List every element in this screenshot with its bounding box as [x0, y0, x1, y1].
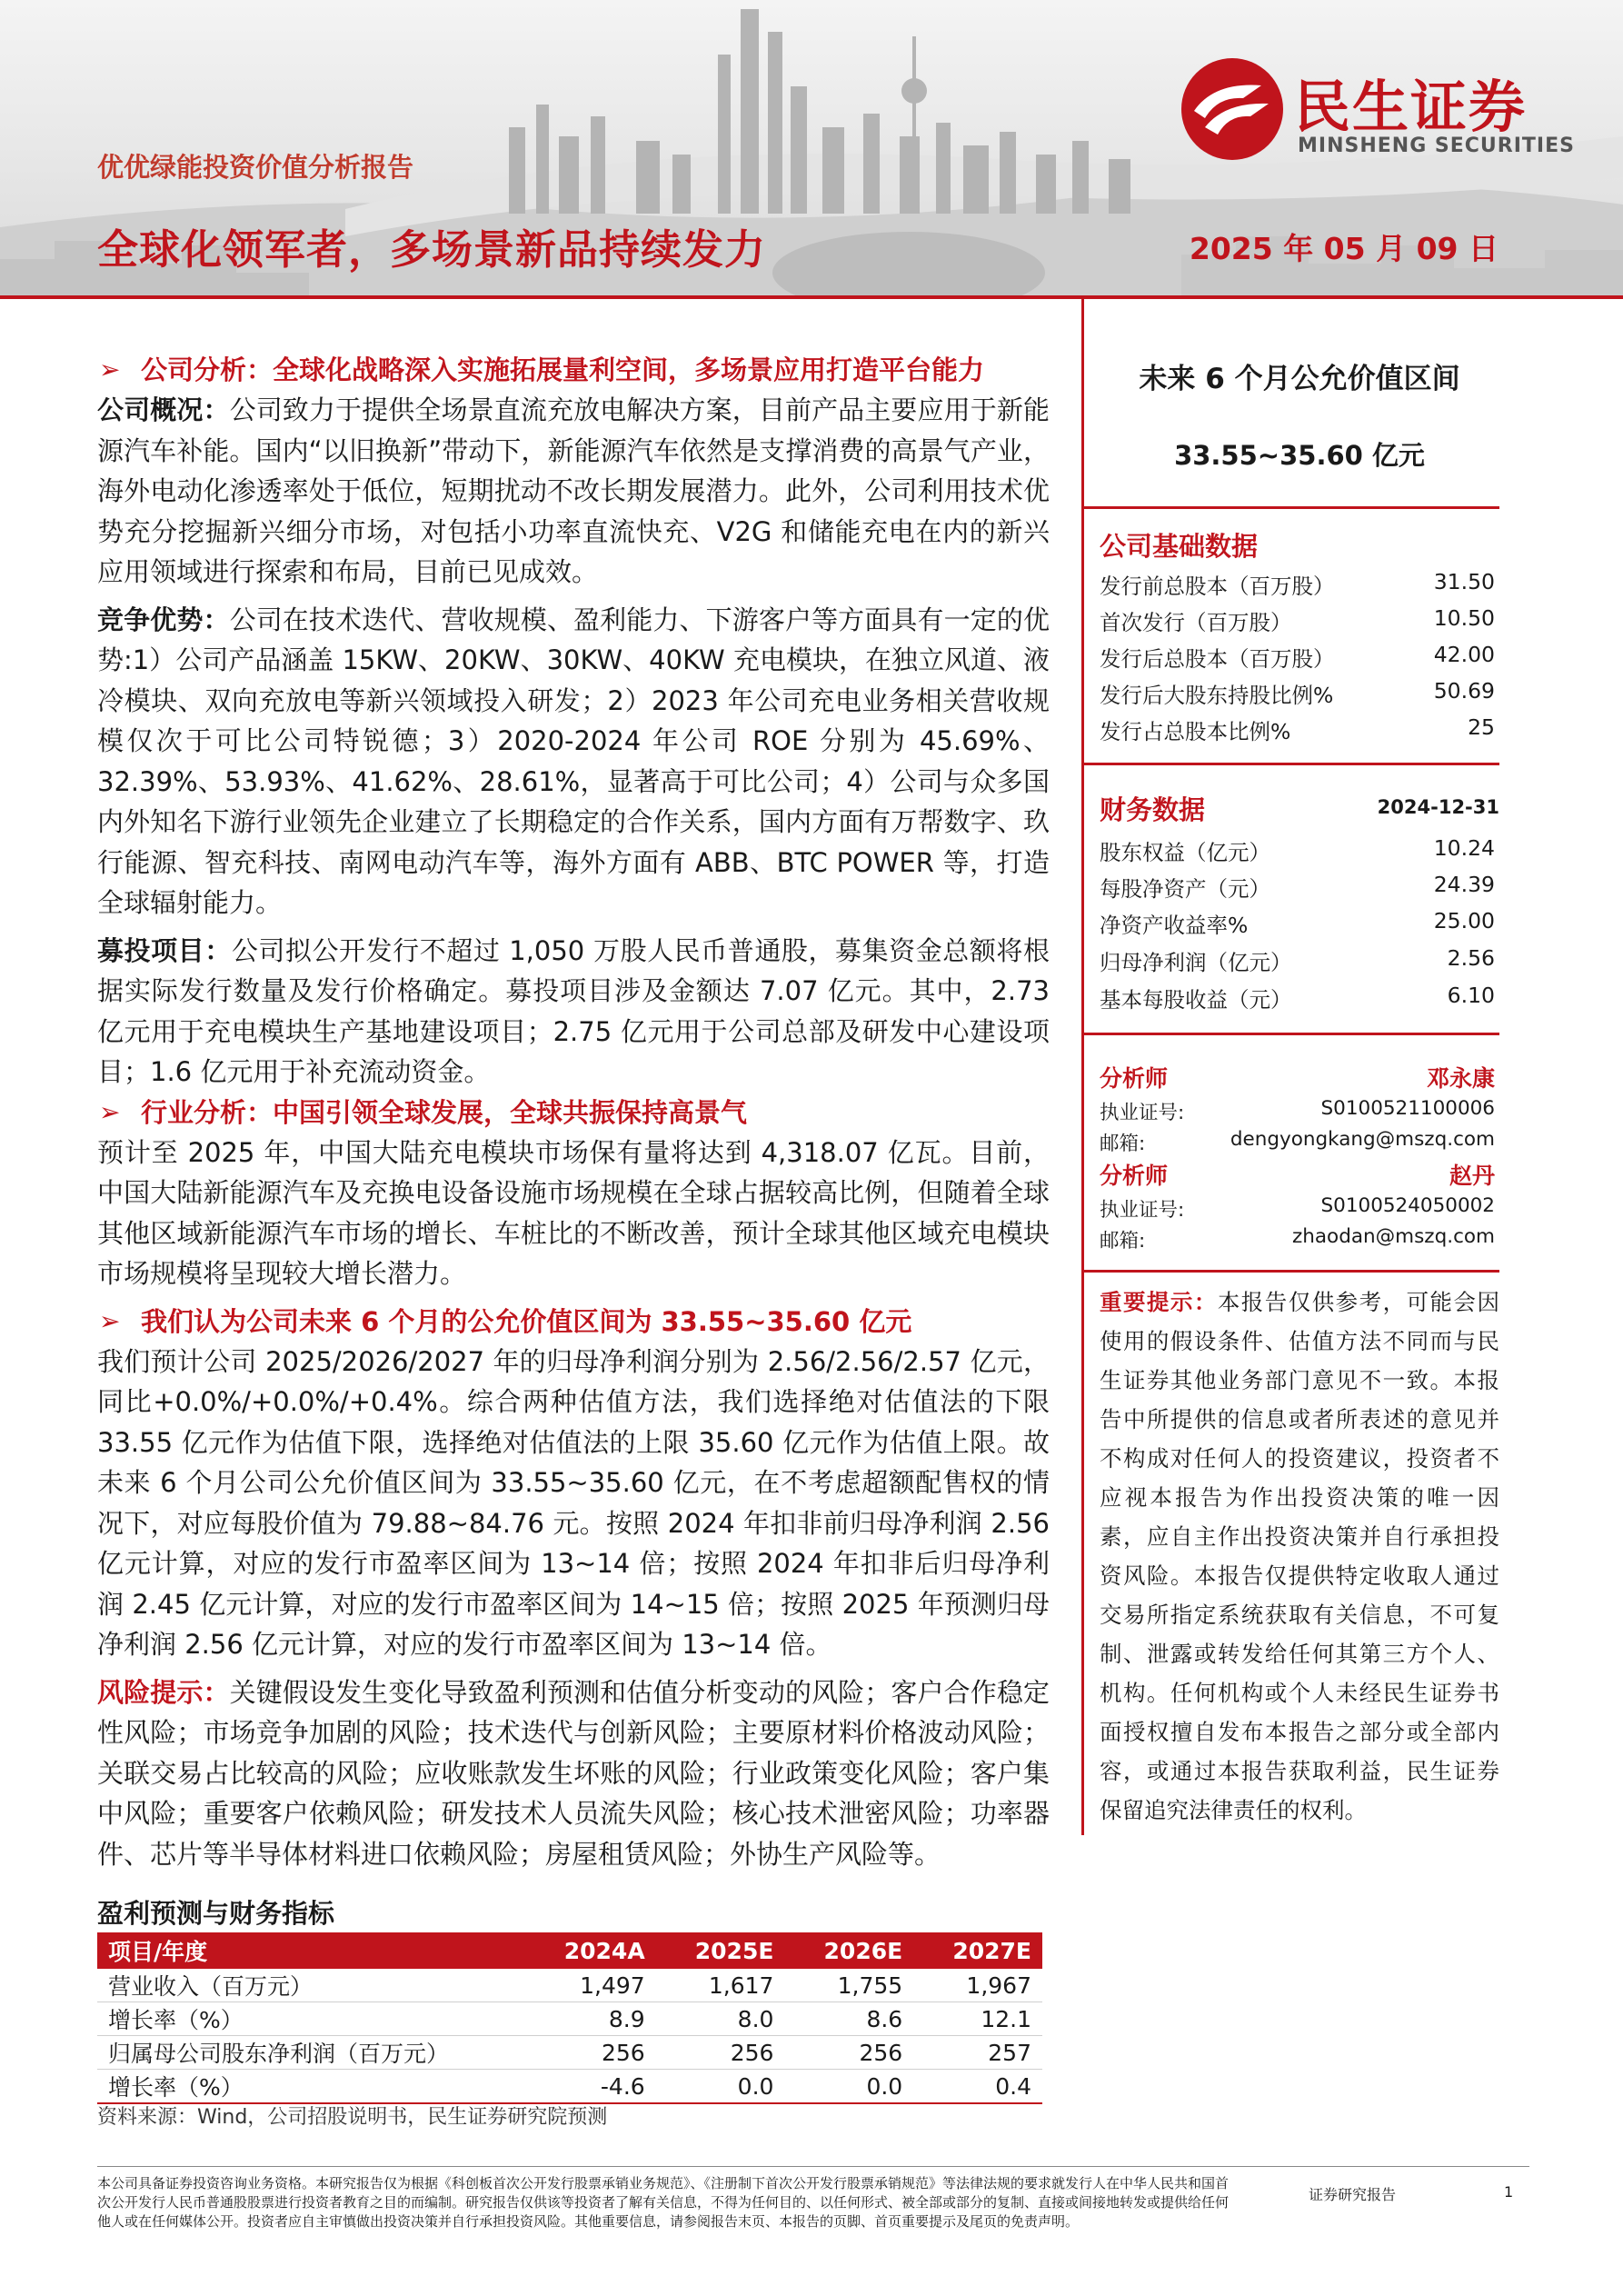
basic-data-heading: 公司基础数据: [1100, 531, 1259, 562]
financial-data-date: 2024-12-31: [1377, 796, 1499, 818]
financial-data-row: 净资产收益率% 25.00: [1100, 908, 1495, 938]
section-heading-industry: ➢ 行业分析：中国引领全球发展，全球共振保持高景气: [97, 1093, 1050, 1133]
basic-data-row: 发行前总股本（百万股） 31.50: [1100, 569, 1495, 599]
paragraph-risk: 风险提示：关键假设发生变化导致盈利预测和估值分析变动的风险；客户合作稳定性风险；市场竞争加剧的风险；技术迭代与创新风险；主要原材料价格波动风险；关联交易占比较高的风险；应收账款发生坏账的风险；行业政策变化风险；客户集中风险；重要客户依赖风险；研发技术人员流失风险；核心技术泄密风险；功率器件、芯片等半导体材料进口依赖风险；房屋租赁风险；外协生产风险等。: [97, 1676, 1050, 1870]
table-header-cell: 2025E: [656, 1932, 785, 1969]
table-cell: 1,617: [656, 1969, 785, 2002]
table-cell: 256: [784, 2036, 913, 2070]
financial-data-row: 每股净资产（元） 24.39: [1100, 872, 1495, 902]
section-heading-company: ➢ 公司分析：全球化战略深入实施拓展量利空间，多场景应用打造平台能力: [97, 350, 1050, 390]
table-header-cell: 项目/年度: [97, 1932, 524, 1969]
analyst-email-link[interactable]: dengyongkang@mszq.com: [1230, 1128, 1495, 1151]
basic-data-row: 发行占总股本比例% 25: [1100, 714, 1495, 744]
logo-english-text: MINSHENG SECURITIES: [1298, 135, 1575, 157]
page-number: 1: [1504, 2183, 1514, 2201]
paragraph-industry: 预计至 2025 年，中国大陆充电模块市场保有量将达到 4,318.07 亿瓦。目前，中国大陆新能源汽车及充换电设备设施市场规模在全球占据较高比例，但随着全球其他区域新能源汽车市场的增长、车桩比的不断改善，预计全球其他区域充电模块市场规模将呈现较大增长潜力。: [97, 1136, 1050, 1289]
paragraph-overview: 公司概况：公司致力于提供全场景直流充放电解决方案，目前产品主要应用于新能源汽车补能。国内“以旧换新”带动下，新能源汽车依然是支撑消费的高景气产业，海外电动化渗透率处于低位，短期扰动不改长期发展潜力。此外，公司利用技术优势充分挖掘新兴细分市场，对包括小功率直流快充、V2G 和储能充电在内的新兴应用领域进行探索和布局，目前已见成效。: [97, 394, 1050, 587]
table-cell: 12.1: [913, 2002, 1042, 2036]
basic-data-row: 发行后总股本（百万股） 42.00: [1100, 642, 1495, 672]
arrow-bullet-icon: ➢: [99, 354, 121, 384]
table-row: [97, 2070, 1042, 2104]
analyst-label: 分析师: [1100, 1163, 1169, 1189]
table-cell: 8.9: [524, 2002, 656, 2036]
arrow-bullet-icon: ➢: [99, 1096, 121, 1127]
table-cell: 营业收入（百万元）: [97, 1969, 524, 2002]
table-cell: 0.4: [913, 2070, 1042, 2104]
paragraph-ipo-projects: 募投项目：公司拟公开发行不超过 1,050 万股人民币普通股，募集资金总额将根据实际发行数量及发行价格确定。募投项目涉及金额达 7.07 亿元。其中，2.73 亿元用于充电模块生产基地建设项目；2.75 亿元用于公司总部及研发中心建设项目；1.6 亿元用于补充流动资金。: [97, 934, 1050, 1087]
table-header-cell: 2026E: [784, 1932, 913, 1969]
analyst-name: 邓永康: [1426, 1065, 1495, 1092]
analyst-email-link[interactable]: zhaodan@mszq.com: [1291, 1225, 1495, 1248]
paragraph-advantage: 竞争优势：公司在技术迭代、营收规模、盈利能力、下游客户等方面具有一定的优势:1）公司产品涵盖 15KW、20KW、30KW、40KW 充电模块，在独立风道、液冷模块、双向充放电等新兴领域投入研发；2）2023 年公司充电业务相关营收规模仅次于可比公司特锐德；3）2020-2024 年公司 ROE 分别为 45.69%、32.39%、53.93%、41.62%、28.61%，显著高于可比公司；4）公司与众多国内外知名下游行业领先企业建立了长期稳定的合作关系，国内方面有万帮数字、玖行能源、智充科技、南网电动汽车等，海外方面有 ABB、BTC POWER 等，打造全球辐射能力。: [97, 604, 1050, 918]
report-date: 2025 年 05 月 09 日: [1189, 231, 1499, 266]
forecast-table: [97, 1932, 1042, 2104]
basic-data-row: 首次发行（百万股） 10.50: [1100, 605, 1495, 635]
report-title: 全球化领军者，多场景新品持续发力: [97, 225, 767, 274]
table-cell: 1,755: [784, 1969, 913, 2002]
table-header-row: [97, 1932, 1042, 1969]
table-row: [97, 2036, 1042, 2070]
table-cell: 256: [524, 2036, 656, 2070]
table-cell: -4.6: [524, 2070, 656, 2104]
logo-chinese-text: 民生证券: [1294, 74, 1528, 140]
table-row: [97, 2002, 1042, 2036]
minsheng-logo-icon: [1178, 55, 1287, 164]
table-cell: 0.0: [656, 2070, 785, 2104]
paragraph-valuation: 我们预计公司 2025/2026/2027 年的归母净利润分别为 2.56/2.56/2.57 亿元，同比+0.0%/+0.0%/+0.4%。综合两种估值方法，我们选择绝对估值法的下限 33.55 亿元作为估值下限，选择绝对估值法的上限 35.60 亿元作为估值上限。故未来 6 个月公司公允价值区间为 33.55~35.60 亿元，在不考虑超额配售权的情况下，对应每股价值为 79.88~84.76 元。按照 2024 年扣非前归母净利润 2.56 亿元计算，对应的发行市盈率区间为 13~14 倍；按照 2024 年扣非后归母净利润 2.45 亿元计算，对应的发行市盈率区间为 14~15 倍；按照 2025 年预测归母净利润 2.56 亿元计算，对应的发行市盈率区间为 13~14 倍。: [97, 1345, 1050, 1660]
main-content: [97, 350, 1050, 1874]
analyst-name: 赵丹: [1449, 1163, 1495, 1189]
sidebar-divider: [1084, 1033, 1499, 1035]
analyst-label: 分析师: [1100, 1065, 1169, 1092]
table-cell: 1,497: [524, 1969, 656, 2002]
minsheng-logo: [1178, 55, 1578, 164]
important-notice: 重要提示：本报告仅供参考，可能会因使用的假设条件、估值方法不同而与民生证券其他业务部门意见不一致。本报告中所提供的信息或者所表述的意见并不构成对任何人的投资建议，投资者不应视本报告为作出投资决策的唯一因素，应自主作出投资决策并自行承担投资风险。本报告仅提供特定收取人通过交易所指定系统获取有关信息，不可复制、泄露或转发给任何其第三方个人、机构。任何机构或个人未经民生证券书面授权擅自发布本报告之部分或全部内容，或通过本报告获取利益，民生证券保留追究法律责任的权利。: [1100, 1289, 1499, 1823]
report-type: 优优绿能投资价值分析报告: [97, 152, 414, 183]
header-divider: [0, 295, 1623, 299]
sidebar-divider: [1084, 763, 1499, 765]
sidebar-divider: [1084, 1270, 1499, 1273]
footer-disclaimer: 本公司具备证券投资咨询业务资格。本研究报告仅为根据《科创板首次公开发行股票承销业务规范》、《注册制下首次公开发行股票承销规范》等法律法规的要求就发行人在中华人民共和国首次公开发行人民币普通股股票进行投资者教育之目的而编制。研究报告仅供该等投资者了解有关信息，不得为任何目的、以任何形式、被全部或部分的复制、直接或间接地转发或提供给任何他人或在任何媒体公开。投资者应自主审慎做出投资决策并自行承担投资风险。其他重要信息，请参阅报告末页、本报告的页脚、首页重要提示及尾页的免责声明。: [97, 2175, 1230, 2230]
table-cell: 0.0: [784, 2070, 913, 2104]
footer-label: 证券研究报告: [1309, 2186, 1397, 2203]
table-source: 资料来源：Wind，公司招股说明书，民生证券研究院预测: [97, 2106, 608, 2129]
financial-data-row: 股东权益（亿元） 10.24: [1100, 835, 1495, 865]
table-cell: 归属母公司股东净利润（百万元）: [97, 2036, 524, 2070]
report-header: [0, 0, 1623, 295]
sidebar-divider: [1084, 506, 1499, 509]
table-header-cell: 2027E: [913, 1932, 1042, 1969]
table-cell: 增长率（%）: [97, 2070, 524, 2104]
table-row: [97, 1969, 1042, 2002]
table-cell: 256: [656, 2036, 785, 2070]
column-divider: [1081, 299, 1084, 1835]
arrow-bullet-icon: ➢: [99, 1305, 121, 1336]
section-heading-valuation: ➢ 我们认为公司未来 6 个月的公允价值区间为 33.55~35.60 亿元: [97, 1302, 1050, 1342]
table-title: 盈利预测与财务指标: [97, 1898, 335, 1929]
table-header-cell: 2024A: [524, 1932, 656, 1969]
basic-data-row: 发行后大股东持股比例% 50.69: [1100, 678, 1495, 708]
table-cell: 8.6: [784, 2002, 913, 2036]
footer-divider: [97, 2166, 1529, 2167]
financial-data-row: 归母净利润（亿元） 2.56: [1100, 945, 1495, 975]
table-cell: 8.0: [656, 2002, 785, 2036]
table-cell: 1,967: [913, 1969, 1042, 2002]
table-cell: 257: [913, 2036, 1042, 2070]
financial-data-row: 基本每股收益（元） 6.10: [1100, 983, 1495, 1013]
table-cell: 增长率（%）: [97, 2002, 524, 2036]
fair-value-title: 未来 6 个月公允价值区间: [1139, 363, 1460, 395]
financial-data-heading: 财务数据: [1100, 794, 1206, 825]
fair-value-range: 33.55~35.60 亿元: [1174, 440, 1425, 471]
